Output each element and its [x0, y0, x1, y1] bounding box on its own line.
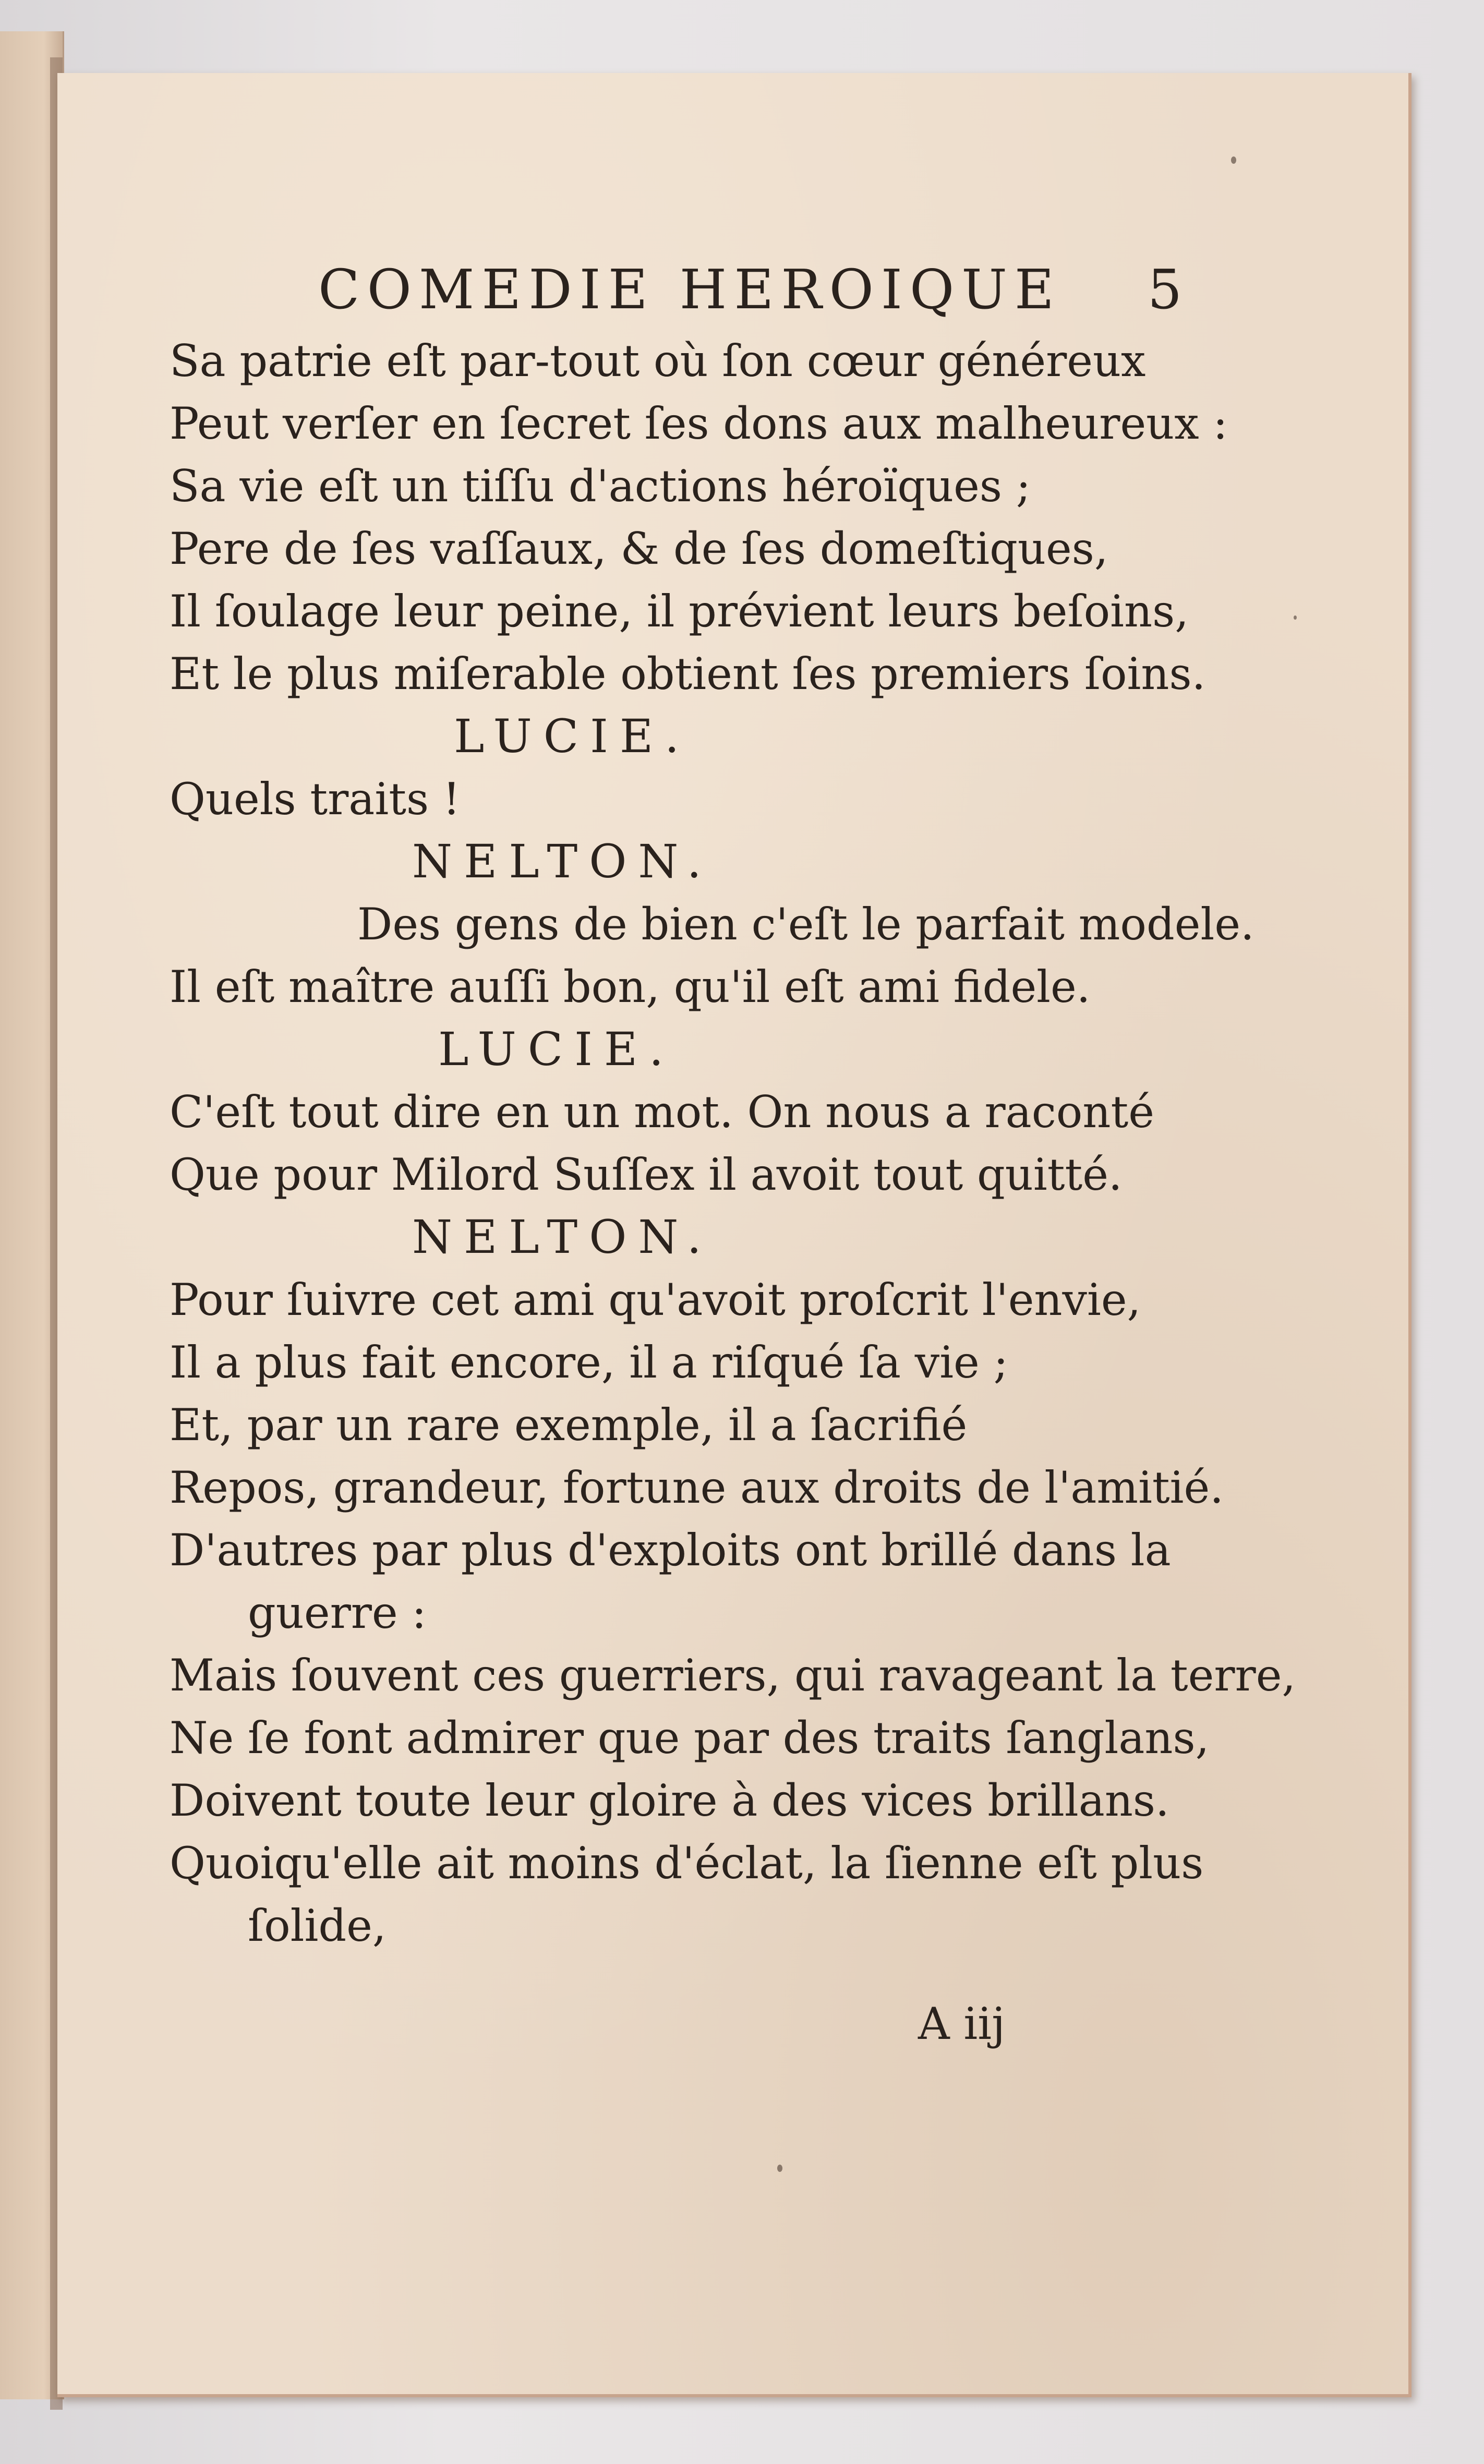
verse-line: Pour ſuivre cet ami qu'avoit proſcrit l'envie,	[170, 1274, 1141, 1325]
verse-line: Il eſt maître auſſi bon, qu'il eſt ami fidele.	[170, 961, 1091, 1012]
verse-line: Des gens de bien c'eſt le parfait modele.	[357, 899, 1254, 950]
verse-line: C'eſt tout dire en un mot. On nous a raconté	[170, 1086, 1154, 1138]
verse-line: Quels traits !	[170, 774, 461, 825]
speaker-name: LUCIE.	[438, 1022, 675, 1076]
verse-line: Peut verſer en ſecret ſes dons aux malheureux :	[170, 398, 1228, 449]
verse-text	[170, 330, 1307, 1957]
book-page	[57, 73, 1411, 2397]
verse-line: Sa patrie eſt par-tout où ſon cœur généreux	[170, 335, 1146, 386]
page-number: 5	[1148, 258, 1183, 321]
verse-line: Il a plus fait encore, il a riſqué ſa vie ;	[170, 1337, 1008, 1388]
verse-line: Pere de ſes vaſſaux, & de ſes domeſtiques,	[170, 523, 1108, 574]
verse-line: Quoiqu'elle ait moins d'éclat, la ſienne eſt plus	[170, 1838, 1204, 1889]
running-title: COMEDIE HEROIQUE	[318, 258, 1061, 321]
verse-line: Doivent toute leur gloire à des vices brillans.	[170, 1775, 1169, 1826]
verse-line: Et, par un rare exemple, il a ſacrifié	[170, 1399, 968, 1451]
verse-line: Il ſoulage leur peine, il prévient leurs beſoins,	[170, 586, 1189, 637]
verse-line-continuation: ſolide,	[248, 1900, 387, 1951]
verse-line: Que pour Milord Suſſex il avoit tout quitté.	[170, 1149, 1123, 1200]
verse-line: Repos, grandeur, fortune aux droits de l'amitié.	[170, 1462, 1224, 1513]
verse-line: Sa vie eſt un tiſſu d'actions héroïques ;	[170, 461, 1031, 512]
verse-line-continuation: guerre :	[248, 1587, 427, 1638]
verse-line: Ne ſe font admirer que par des traits ſanglans,	[170, 1712, 1210, 1764]
page-header	[57, 253, 1408, 326]
paper-speck	[1231, 156, 1236, 164]
verse-line: Et le plus miſerable obtient ſes premiers ſoins.	[170, 648, 1206, 699]
speaker-name: NELTON.	[412, 1210, 713, 1264]
paper-speck	[777, 2165, 782, 2172]
verse-line: Mais ſouvent ces guerriers, qui ravageant la terre,	[170, 1650, 1296, 1701]
paper-speck	[1294, 615, 1297, 620]
verse-line: D'autres par plus d'exploits ont brillé dans la	[170, 1525, 1171, 1576]
signature-mark: A iij	[918, 1998, 1006, 2049]
speaker-name: NELTON.	[412, 835, 713, 888]
speaker-name: LUCIE.	[454, 709, 691, 763]
